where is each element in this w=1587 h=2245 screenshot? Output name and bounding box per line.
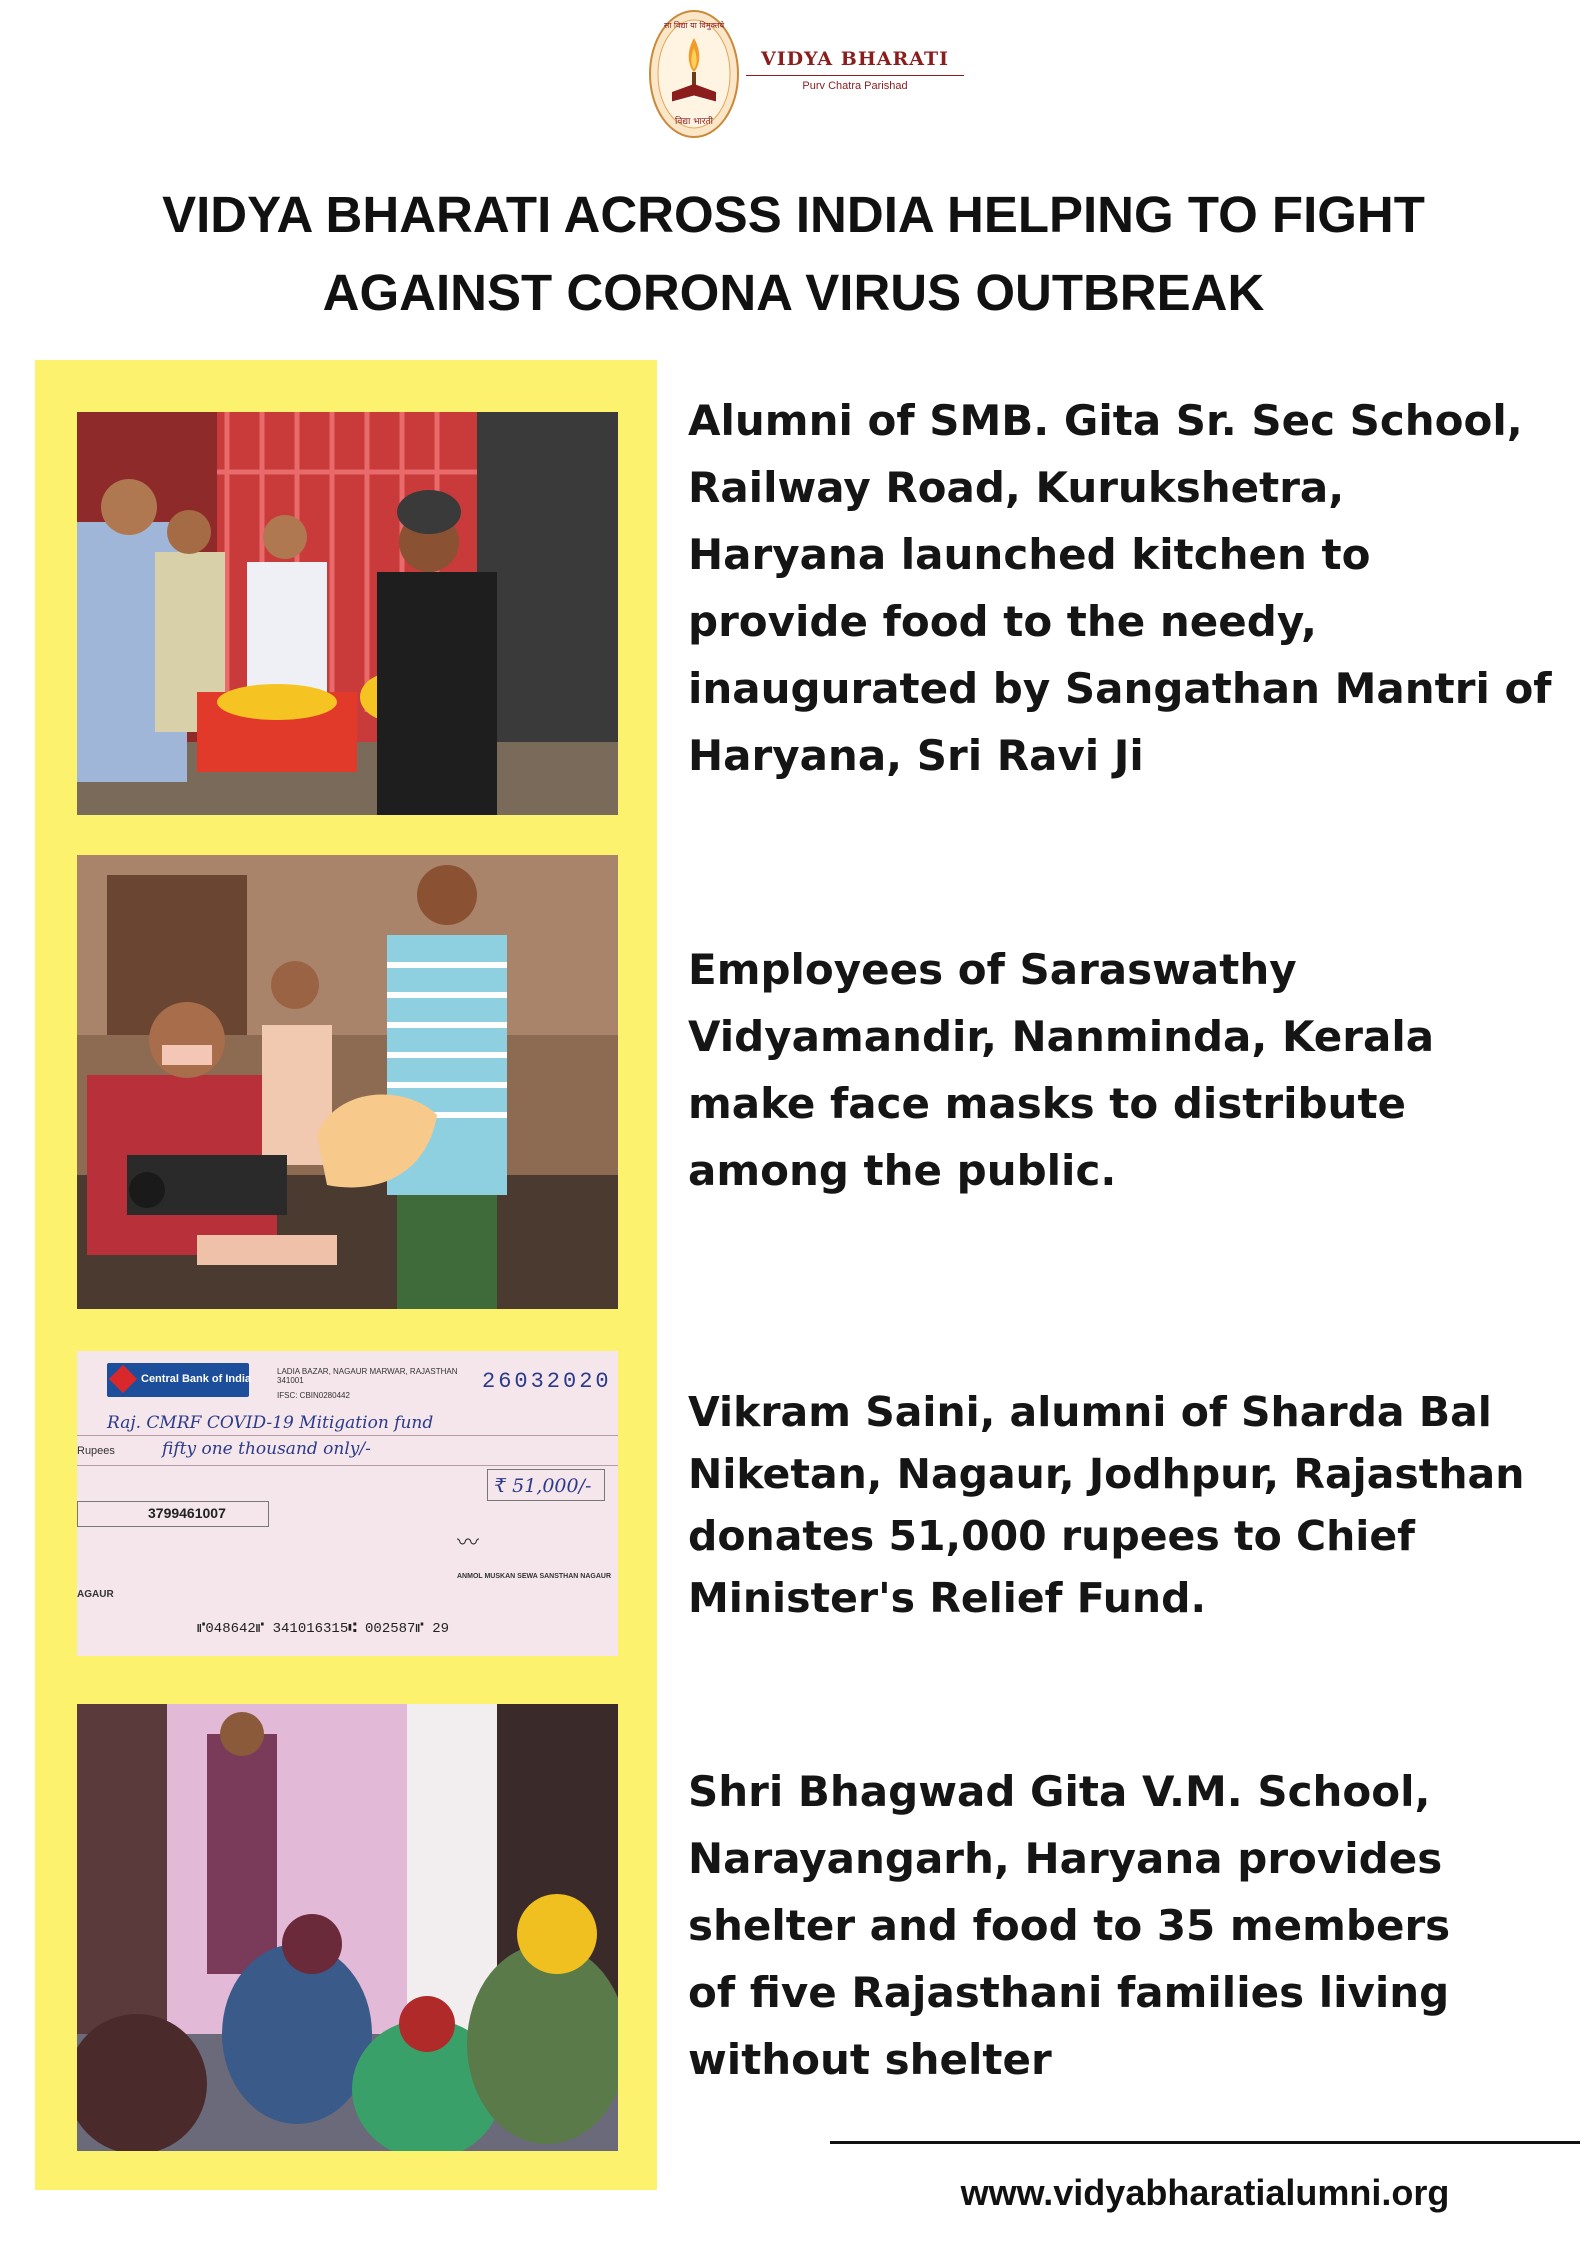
caption-line: Vidyamandir, Nanminda, Kerala xyxy=(688,1012,1435,1061)
photo-families-shelter xyxy=(77,1704,618,2151)
caption-line: shelter and food to 35 members xyxy=(688,1901,1451,1950)
caption-line: Vikram Saini, alumni of Sharda Bal xyxy=(688,1388,1492,1436)
caption-kurukshetra-kitchen xyxy=(688,387,1568,789)
bank-logo-icon xyxy=(109,1365,137,1393)
cheque-amount-words: fifty one thousand only/- xyxy=(162,1439,371,1459)
caption-line: Railway Road, Kurukshetra, xyxy=(688,463,1345,512)
logo-text-block xyxy=(746,48,964,92)
bank-branch: LADIA BAZAR, NAGAUR MARWAR, RAJASTHAN 341001 xyxy=(277,1367,458,1385)
caption-line: Narayangarh, Haryana provides xyxy=(688,1834,1443,1883)
cheque-rupees-label: Rupees xyxy=(77,1445,115,1457)
cheque-date: 26032020 xyxy=(482,1369,612,1394)
account-holder: ANMOL MUSKAN SEWA SANSTHAN NAGAUR xyxy=(457,1573,611,1580)
account-number: 3799461007 xyxy=(148,1505,226,1521)
cheque-payee: Raj. CMRF COVID-19 Mitigation fund xyxy=(107,1413,434,1433)
bank-ifsc: IFSC: CBIN0280442 xyxy=(277,1391,350,1400)
cheque-place: AGAUR xyxy=(77,1589,114,1600)
caption-line: Alumni of SMB. Gita Sr. Sec School, xyxy=(688,396,1523,445)
cheque-micr-line: ⑈048642⑈ 341016315⑆ 002587⑈ 29 xyxy=(197,1621,450,1637)
signature-mark: 〰 xyxy=(457,1531,480,1556)
caption-line: make face masks to distribute xyxy=(688,1079,1407,1128)
logo-subtitle: Purv Chatra Parishad xyxy=(802,80,908,92)
caption-line: Employees of Saraswathy xyxy=(688,945,1297,994)
caption-line: of five Rajasthani families living xyxy=(688,1968,1450,2017)
caption-line: Niketan, Nagaur, Jodhpur, Rajasthan xyxy=(688,1450,1525,1498)
account-number-box xyxy=(77,1501,269,1527)
caption-line: without shelter xyxy=(688,2035,1052,2084)
photo-donation-cheque xyxy=(77,1351,618,1656)
bank-logo-block xyxy=(107,1363,252,1397)
caption-narayangarh-shelter xyxy=(688,1758,1568,2093)
title-line-1: VIDYA BHARATI ACROSS INDIA HELPING TO FIGHT xyxy=(162,186,1425,243)
caption-rajasthan-donation xyxy=(688,1381,1568,1629)
caption-line: Haryana launched kitchen to xyxy=(688,530,1371,579)
cheque-line xyxy=(77,1465,618,1466)
caption-line: among the public. xyxy=(688,1146,1117,1195)
page-title xyxy=(0,176,1587,332)
logo-emblem xyxy=(648,8,740,140)
caption-kerala-masks xyxy=(688,936,1568,1204)
caption-line: inaugurated by Sangathan Mantri of xyxy=(688,664,1552,713)
caption-line: Minister's Relief Fund. xyxy=(688,1574,1207,1622)
bank-name: Central Bank of India xyxy=(141,1373,252,1385)
cheque-amount-box: ₹ 51,000/- xyxy=(487,1469,605,1501)
vidya-bharati-logo xyxy=(648,8,740,140)
caption-line: provide food to the needy, xyxy=(688,597,1317,646)
logo-arc-text: सा विद्या या विमुक्तये xyxy=(663,21,725,30)
caption-line: donates 51,000 rupees to Chief xyxy=(688,1512,1416,1560)
logo-name: VIDYA BHARATI xyxy=(746,48,964,76)
caption-line: Haryana, Sri Ravi Ji xyxy=(688,731,1144,780)
caption-line: Shri Bhagwad Gita V.M. School, xyxy=(688,1767,1431,1816)
cheque-line xyxy=(77,1435,618,1436)
website-link[interactable]: www.vidyabharatialumni.org xyxy=(960,2172,1450,2213)
logo-bottom-text: विद्या भारती xyxy=(675,117,713,127)
footer-divider xyxy=(830,2141,1580,2144)
title-line-2: AGAINST CORONA VIRUS OUTBREAK xyxy=(322,264,1265,321)
photo-mask-sewing xyxy=(77,855,618,1309)
photo-kitchen-food-distribution xyxy=(77,412,618,815)
